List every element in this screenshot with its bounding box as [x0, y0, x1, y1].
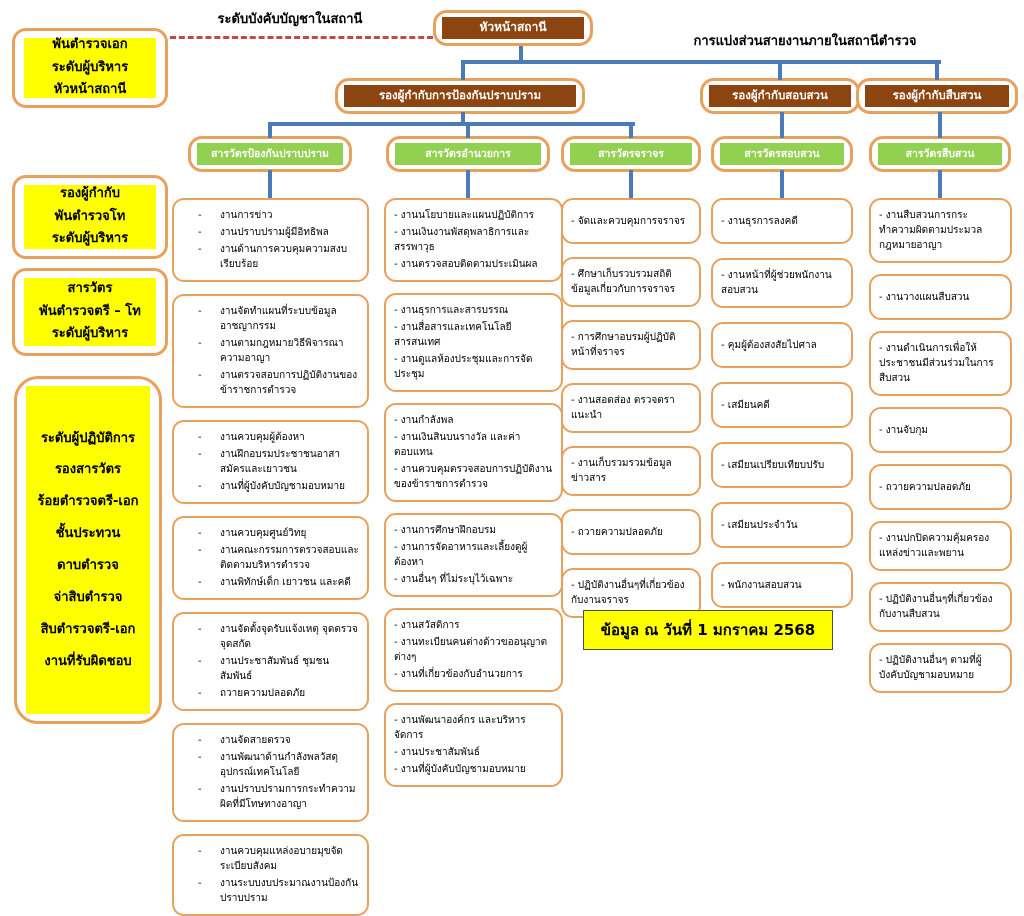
- duty-item: [198, 750, 359, 780]
- dash-bullet: -: [198, 545, 202, 556]
- dash-bullet: -: [198, 577, 202, 588]
- data-date-note: ข้อมูล ณ วันที่ 1 มกราคม 2568: [583, 610, 833, 650]
- duty-box: [869, 331, 1012, 396]
- duty-box: [561, 446, 701, 496]
- duty-item: - การศึกษาอบรมผู้ปฏิบัติหน้าที่จราจร: [571, 332, 676, 358]
- legend-text: [24, 278, 156, 346]
- duty-item: - ถวายความปลอดภัย: [571, 526, 663, 538]
- legend-box-inspector-rank: [12, 268, 168, 356]
- duty-item: - งานกำลังพล: [394, 415, 454, 426]
- dashed-connector-line: [170, 36, 433, 39]
- duty-item: [198, 430, 359, 445]
- duty-item: - เสมียนเปรียบเทียบปรับ: [721, 459, 825, 471]
- duty-item: [198, 575, 359, 590]
- duty-item: [198, 304, 359, 334]
- duty-box: [384, 513, 563, 597]
- duty-item: - งานดูแลห้องประชุมและการจัดประชุม: [394, 354, 533, 380]
- connector-line: [466, 122, 470, 138]
- duty-box: [172, 420, 369, 504]
- duty-column-interrogation: [711, 198, 853, 608]
- duty-item: - จัดและควบคุมการจราจร: [571, 215, 686, 227]
- connector-line: [461, 60, 465, 80]
- connector-line: [629, 170, 633, 198]
- dash-bullet: -: [198, 528, 202, 539]
- duty-text: งานด้านการควบคุมความสงบเรียบร้อย: [220, 244, 348, 270]
- duty-box: [869, 464, 1012, 510]
- duty-item: - งานธุรการลงคดี: [721, 215, 798, 227]
- duty-text: งานระบบงบประมาณงานป้องกันปราบปราม: [220, 878, 359, 904]
- legend-line: ระดับผู้บริหาร: [51, 326, 129, 342]
- duty-item: - ถวายความปลอดภัย: [879, 481, 971, 493]
- dash-bullet: -: [198, 624, 202, 635]
- duty-box: [172, 294, 369, 408]
- legend-text: [24, 38, 156, 98]
- duty-box: [869, 274, 1012, 320]
- duty-item: - ศึกษาเก็บรวบรวมสถิติข้อมูลเกี่ยวกับการจราจร: [571, 269, 676, 295]
- dash-bullet: -: [198, 306, 202, 317]
- duty-text: งานปราบปรามการกระทำความผิดที่มีโทษทางอาญา: [220, 784, 356, 810]
- dash-bullet: -: [198, 227, 202, 238]
- duty-column-traffic: [561, 198, 701, 618]
- duty-item: - งานปกปิดความคุ้มครองแหล่งข่าวและพยาน: [879, 533, 990, 559]
- legend-line: จ่าสิบตำรวจ: [53, 589, 123, 605]
- deputy-investigation-box: [700, 78, 860, 114]
- duty-item: - งานอื่นๆ ที่ไม่ระบุไว้เฉพาะ: [394, 574, 514, 585]
- legend-text: [24, 185, 156, 249]
- duty-text: งานปราบปรามผู้มีอิทธิพล: [220, 227, 329, 238]
- inspector-label: สารวัตรสอบสวน: [720, 143, 844, 165]
- duty-text: งานพิทักษ์เด็ก เยาวชน และคดี: [220, 577, 351, 588]
- duty-item: - งานสอดส่อง ตรวจตรา แนะนำ: [571, 395, 675, 421]
- duty-box: [869, 198, 1012, 263]
- duty-item: - งานควบคุมตรวจสอบการปฏิบัติงานของข้าราชการตำรวจ: [394, 464, 553, 490]
- duty-item: - งานการศึกษาฝึกอบรม: [394, 525, 497, 536]
- duty-item: - งานประชาสัมพันธ์: [394, 747, 480, 758]
- duty-item: - งานตรวจสอบติดตามประเมินผล: [394, 259, 538, 270]
- duty-text: งานควบคุมแหล่งอบายมุขจัดระเบียบสังคม: [220, 846, 343, 872]
- duty-item: [198, 208, 359, 223]
- duty-box: [869, 407, 1012, 453]
- connector-line: [629, 122, 633, 138]
- duty-item: [198, 242, 359, 272]
- legend-line: สารวัตร: [67, 280, 113, 296]
- connector-line: [938, 112, 942, 138]
- duty-box: [561, 320, 701, 370]
- duty-item: [198, 654, 359, 684]
- dash-bullet: -: [198, 846, 202, 857]
- inspector-prevention-box: [188, 136, 352, 172]
- division-of-work-label: การแบ่งส่วนสายงานภายในสถานีตำรวจ: [693, 34, 917, 49]
- duty-item: - ปฏิบัติงานอื่นๆที่เกี่ยวข้องกับงานจราจร: [571, 580, 685, 606]
- duty-item: [198, 447, 359, 477]
- dash-bullet: -: [198, 449, 202, 460]
- duty-column-administration: [384, 198, 563, 787]
- chain-of-command-label: ระดับบังคับบัญชาในสถานี: [217, 12, 363, 27]
- duty-item: [198, 368, 359, 398]
- duty-item: - งานสวัสดิการ: [394, 620, 460, 631]
- duty-text: งานที่ผู้บังคับบัญชามอบหมาย: [220, 481, 345, 492]
- duty-item: [198, 225, 359, 240]
- dash-bullet: -: [198, 735, 202, 746]
- duty-item: - คุมผู้ต้องสงสัยไปศาล: [721, 339, 817, 351]
- dash-bullet: -: [198, 370, 202, 381]
- connector-line: [778, 60, 782, 80]
- duty-box: [869, 521, 1012, 571]
- duty-box: [561, 198, 701, 244]
- duty-item: - งานวางแผนสืบสวน: [879, 291, 970, 303]
- duty-text: งานตรวจสอบการปฏิบัติงานของข้าราชการตำรวจ: [220, 370, 358, 396]
- duty-text: งานพัฒนาด้านกำลังพลวัสดุอุปกรณ์เทคโนโลยี: [220, 752, 338, 778]
- deputy-label: รองผู้กำกับการป้องกันปราบปราม: [344, 85, 576, 107]
- duty-box: [384, 198, 563, 282]
- duty-text: งานฝึกอบรมประชาชนอาสาสมัครและเยาวชน: [220, 449, 341, 475]
- duty-text: งานจัดสายตรวจ: [220, 735, 291, 746]
- legend-line: ดาบตำรวจ: [57, 558, 119, 573]
- duty-box: [711, 442, 853, 488]
- connector-line: [461, 60, 941, 64]
- duty-box: [869, 582, 1012, 632]
- dash-bullet: -: [198, 656, 202, 667]
- duty-text: งานจัดตั้งจุดรับแจ้งเหตุ จุดตรวจ จุดสกัด: [220, 624, 358, 650]
- legend-line: รองสารวัตร: [54, 462, 122, 478]
- duty-item: [198, 733, 359, 748]
- duty-text: งานตามกฎหมายวิธีพิจารณาความอาญา: [220, 338, 344, 364]
- duty-item: - งานการจัดอาหารและเลี้ยงดูผู้ต้องหา: [394, 542, 528, 568]
- duty-box: [172, 198, 369, 282]
- duty-item: [198, 543, 359, 573]
- duty-text: งานการข่าว: [220, 210, 273, 221]
- station-chief-box: [433, 10, 593, 46]
- duty-item: - งานทะเบียนคนต่างด้าวขออนุญาตต่างๆ: [394, 637, 548, 663]
- dash-bullet: -: [198, 688, 202, 699]
- legend-box-deputy-rank: [12, 175, 168, 259]
- deputy-prevention-suppression-box: [335, 78, 585, 114]
- duty-item: - งานพัฒนาองค์กร และบริหารจัดการ: [394, 715, 526, 741]
- duty-text: งานควบคุมศูนย์วิทยุ: [220, 528, 307, 539]
- legend-line: สิบตำรวจตรี-เอก: [40, 621, 136, 637]
- legend-line: ระดับผู้บริหาร: [51, 59, 129, 75]
- duty-box: [561, 257, 701, 307]
- duty-box: [384, 703, 563, 787]
- duty-item: - งานดำเนินการเพื่อให้ประชาชนมีส่วนร่วมในการสืบสวน: [879, 343, 994, 384]
- legend-line: ร้อยตำรวจตรี-เอก: [37, 494, 139, 510]
- duty-box: [561, 509, 701, 555]
- duty-item: - เสมียนประจำวัน: [721, 519, 798, 531]
- legend-box-chief-rank: [12, 28, 168, 108]
- duty-box: [711, 322, 853, 368]
- duty-box: [711, 258, 853, 308]
- duty-item: - งานที่ผู้บังคับบัญชามอบหมาย: [394, 764, 526, 775]
- duty-text: งานควบคุมผู้ต้องหา: [220, 432, 305, 443]
- inspector-traffic-box: [561, 136, 701, 172]
- connector-line: [268, 122, 272, 138]
- duty-item: - เสมียนคดี: [721, 399, 770, 411]
- legend-line: ระดับผู้บริหาร: [51, 231, 129, 247]
- duty-item: - ปฏิบัติงานอื่นๆ ตามที่ผู้บังคับบัญชามอบหมาย: [879, 655, 982, 681]
- duty-item: - งานเก็บรวมรวมข้อมูลข่าวสาร: [571, 458, 672, 484]
- connector-line: [780, 112, 784, 138]
- duty-text: ถวายความปลอดภัย: [220, 688, 306, 699]
- dash-bullet: -: [198, 752, 202, 763]
- dash-bullet: -: [198, 878, 202, 889]
- connector-line: [268, 170, 272, 198]
- duty-box: [172, 516, 369, 600]
- connector-line: [466, 170, 470, 198]
- legend-box-operational-ranks: [14, 376, 162, 724]
- duty-item: - ปฏิบัติงานอื่นๆที่เกี่ยวข้องกับงานสืบสวน: [879, 594, 993, 620]
- inspector-label: สารวัตรจราจร: [570, 143, 692, 165]
- duty-item: - งานเงินสินบนรางวัล และค่าตอบแทน: [394, 432, 521, 458]
- duty-item: [198, 336, 359, 366]
- inspector-label: สารวัตรอำนวยการ: [395, 143, 541, 165]
- duty-item: - งานสืบสวนการกระทำความผิดตามประมวลกฎหมายอาญา: [879, 210, 983, 251]
- duty-item: [198, 876, 359, 906]
- legend-line: ชั้นประทวน: [55, 526, 121, 542]
- duty-column-detective: [869, 198, 1012, 693]
- duty-item: [198, 479, 359, 494]
- duty-box: [384, 403, 563, 502]
- duty-box: [384, 608, 563, 692]
- inspector-label: สารวัตรป้องกันปราบปราม: [197, 143, 343, 165]
- deputy-label: รองผู้กำกับสืบสวน: [865, 85, 1009, 107]
- dash-bullet: -: [198, 244, 202, 255]
- duty-item: [198, 686, 359, 701]
- inspector-administration-box: [386, 136, 550, 172]
- duty-item: - พนักงานสอบสวน: [721, 579, 802, 591]
- duty-box: [384, 293, 563, 392]
- legend-line: งานที่รับผิดชอบ: [44, 653, 132, 669]
- legend-line: รองผู้กำกับ: [59, 185, 121, 201]
- duty-item: [198, 782, 359, 812]
- inspector-interrogation-box: [711, 136, 853, 172]
- legend-line: ระดับผู้ปฏิบัติการ: [40, 430, 136, 446]
- duty-item: - งานที่เกี่ยวข้องกับอำนวยการ: [394, 669, 523, 680]
- connector-line: [780, 170, 784, 198]
- legend-line: พันตำรวจโท: [54, 208, 126, 224]
- duty-item: - งานเงินงานพัสดุพลาธิการและสรรพาวุธ: [394, 227, 530, 253]
- duty-column-prevention: [172, 198, 369, 916]
- duty-text: งานคณะกรรมการตรวจสอบและติดตามบริหารตำรวจ: [220, 545, 359, 571]
- inspector-detective-box: [869, 136, 1011, 172]
- duty-item: - งานสื่อสารและเทคโนโลยีสารสนเทศ: [394, 322, 512, 348]
- dash-bullet: -: [198, 432, 202, 443]
- deputy-detective-box: [856, 78, 1018, 114]
- duty-box: [172, 723, 369, 822]
- legend-line: พันตำรวจเอก: [52, 36, 128, 52]
- duty-item: - งานธุรการและสารบรรณ: [394, 305, 509, 316]
- dash-bullet: -: [198, 481, 202, 492]
- deputy-label: รองผู้กำกับสอบสวน: [709, 85, 851, 107]
- duty-item: - งานหน้าที่ผู้ช่วยพนักงานสอบสวน: [721, 270, 832, 296]
- duty-text: งานจัดทำแผนที่ระบบข้อมูลอาชญากรรม: [220, 306, 337, 332]
- legend-line: พันตำรวจตรี – โท: [39, 303, 141, 319]
- connector-line: [938, 170, 942, 198]
- duty-item: [198, 622, 359, 652]
- station-chief-label: หัวหน้าสถานี: [442, 17, 584, 39]
- connector-line: [935, 60, 939, 80]
- duty-item: - งานนโยบายและแผนปฏิบัติการ: [394, 210, 535, 221]
- connector-line: [268, 122, 635, 126]
- duty-box: [711, 382, 853, 428]
- dash-bullet: -: [198, 338, 202, 349]
- duty-item: [198, 844, 359, 874]
- duty-box: [561, 383, 701, 433]
- duty-item: - งานจับกุม: [879, 424, 928, 436]
- duty-box: [172, 834, 369, 916]
- inspector-label: สารวัตรสืบสวน: [878, 143, 1002, 165]
- duty-box: [172, 612, 369, 711]
- duty-text: งานประชาสัมพันธ์ ชุมชนสัมพันธ์: [220, 656, 330, 682]
- duty-box: [711, 198, 853, 244]
- legend-text: [26, 386, 150, 714]
- dash-bullet: -: [198, 784, 202, 795]
- legend-line: หัวหน้าสถานี: [53, 82, 127, 98]
- dash-bullet: -: [198, 210, 202, 221]
- duty-box: [711, 502, 853, 548]
- duty-box: [711, 562, 853, 608]
- duty-item: [198, 526, 359, 541]
- duty-box: [869, 643, 1012, 693]
